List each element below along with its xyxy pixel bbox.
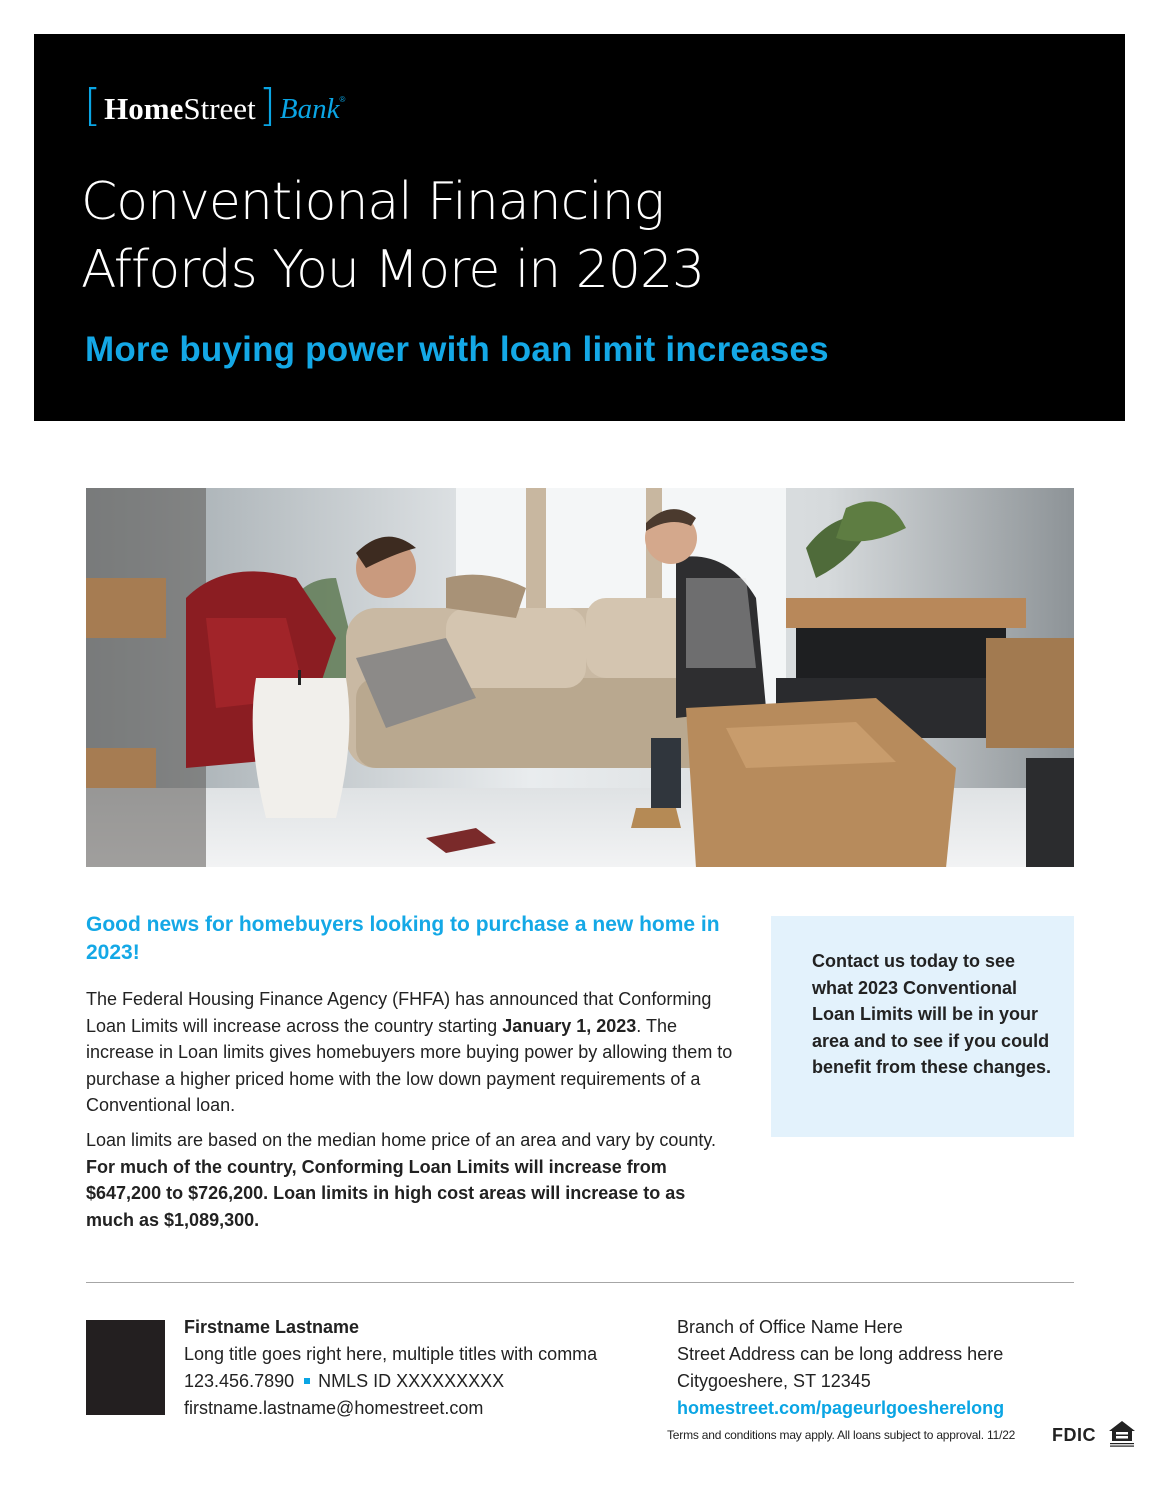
separator-square-icon bbox=[304, 1378, 310, 1384]
officer-nmls: NMLS ID XXXXXXXXX bbox=[318, 1371, 505, 1391]
page-subtitle: More buying power with loan limit increases bbox=[85, 330, 829, 369]
avatar bbox=[86, 1320, 165, 1415]
logo-registered-mark: ® bbox=[339, 94, 346, 104]
officer-email[interactable]: firstname.lastname@homestreet.com bbox=[184, 1398, 484, 1418]
branch-name: Branch of Office Name Here bbox=[677, 1317, 903, 1337]
callout-text: Contact us today to see what 2023 Conventional Loan Limits will be in your area and to see if you could benefit from these changes. bbox=[812, 951, 1052, 1077]
equal-housing-lender-icon bbox=[1107, 1419, 1137, 1449]
section-headline: Good news for homebuyers looking to purchase a new home in 2023! bbox=[86, 913, 720, 964]
officer-title: Long title goes right here, multiple titles with comma bbox=[184, 1344, 598, 1364]
homestreet-bank-logo[interactable] bbox=[84, 80, 346, 131]
logo-name-regular: Street bbox=[183, 91, 256, 126]
moving-couch-photo bbox=[86, 488, 1074, 867]
branch-info bbox=[677, 1314, 1004, 1422]
logo-bank: Bank bbox=[279, 92, 340, 125]
officer-phone-nmls bbox=[184, 1368, 597, 1395]
title-line-1: Conventional Financing bbox=[81, 172, 664, 232]
branch-address: Street Address can be long address here bbox=[677, 1344, 1004, 1364]
fdic-logo: FDIC bbox=[1052, 1425, 1096, 1445]
p2-loan-limits: For much of the country, Conforming Loan Limits will increase from $647,200 to $726,200. Loan limits in high cost areas will increase to as much as $1,089,300. bbox=[86, 1156, 686, 1230]
branch-city: Citygoeshere, ST 12345 bbox=[677, 1371, 871, 1391]
contact-callout-box bbox=[771, 916, 1074, 1137]
officer-phone[interactable]: 123.456.7890 bbox=[184, 1371, 295, 1391]
p1-text-b: . The increase in Loan limits gives homebuyers more buying power by allowing them to purchase a higher priced home with the low down payment requirements of a Conventional loan. bbox=[86, 1015, 733, 1115]
p2-text-a: Loan limits are based on the median home price of an area and vary by county. bbox=[86, 1130, 717, 1150]
p1-date: January 1, 2023 bbox=[502, 1015, 637, 1036]
body-paragraph-2 bbox=[86, 1127, 736, 1233]
title-line-2: Affords You More in 2023 bbox=[81, 240, 705, 300]
photo-illustration bbox=[86, 488, 1074, 867]
logo-name-bold: Home bbox=[104, 91, 184, 126]
terms-disclaimer: Terms and conditions may apply. All loans subject to approval. 11/22 bbox=[667, 1428, 1016, 1442]
p1-text-a: The Federal Housing Finance Agency (FHFA) has announced that Conforming Loan Limits will increase across the country starting bbox=[86, 989, 712, 1036]
officer-name: Firstname Lastname bbox=[184, 1317, 360, 1337]
body-paragraph-1 bbox=[86, 986, 736, 1119]
page-title bbox=[81, 168, 981, 304]
branch-url-link[interactable]: homestreet.com/pageurlgoesherelong bbox=[677, 1398, 1005, 1418]
divider bbox=[86, 1282, 1074, 1283]
loan-officer-contact bbox=[184, 1314, 597, 1422]
logo-bracket-right: ] bbox=[258, 80, 276, 131]
hero-banner bbox=[34, 34, 1125, 421]
logo-bracket-left: [ bbox=[84, 80, 102, 131]
